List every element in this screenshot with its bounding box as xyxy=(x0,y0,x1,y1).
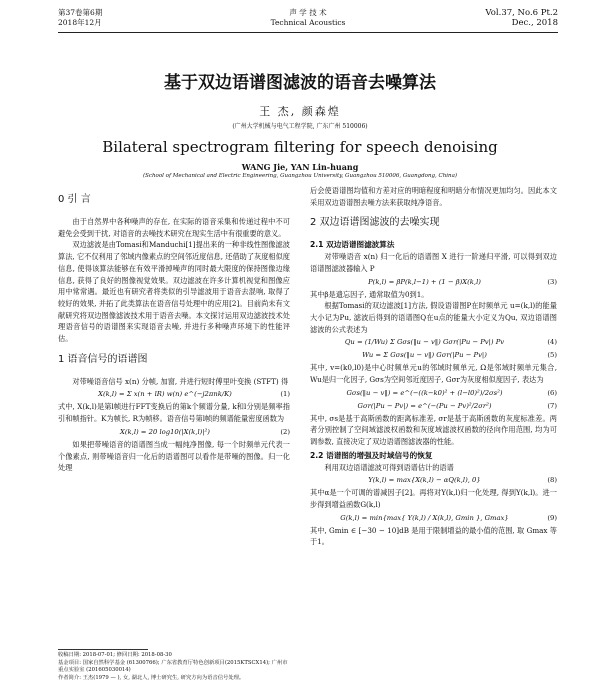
equation-7 xyxy=(310,400,557,412)
header-volume-en: Vol.37, No.6 Pt.2 xyxy=(485,8,558,18)
equation-4-body: Qu = (1/Wu) Σ Gσs(‖u − v‖) Gσr(|Pu − Pv|) Pv xyxy=(344,338,505,347)
section-2-1-paragraph-1: 对带噪语音 x(n) 归一化后的语谱图 X 进行一阶递归平滑, 可以得到双边语谱图滤波器输入 P xyxy=(310,252,557,273)
section-2-2-paragraph-3: 其中, Gmin ∈ [−30 − 10]dB 是用于限制增益的最小值的范围, 取 Gmax 等于1。 xyxy=(310,525,557,547)
left-column xyxy=(58,185,290,474)
section-0-heading: 0 引 言 xyxy=(58,194,91,205)
section-2-1-paragraph-4: 其中, v=(k0,l0)是中心时频单元u的邻域时频单元, Ω是邻域时频单元集合, Wu是归一化因子, Gσs为空间邻近度因子, Gσr为灰度相似度因子, 表达为 xyxy=(310,363,557,385)
section-2-1-paragraph-2: 其中β是遗忘因子, 通常取值为0到1。 xyxy=(310,289,429,299)
affiliation-cn: (广州大学机械与电气工程学院, 广东广州 510006) xyxy=(232,123,368,130)
right-column xyxy=(310,185,557,548)
section-2-heading: 2 双边语谱图滤波的去噪实现 xyxy=(310,217,440,229)
section-1-paragraph-2: 式中, X(k,l)是第l帧进行FFT变换后的第k个频谱分量, k和l分别是频率指引和帧指针。K为帧长, R为帧移。语音信号第l帧的频谱能量密度函数为 xyxy=(58,402,290,424)
equation-5-number: (5) xyxy=(547,351,557,360)
equation-8-number: (8) xyxy=(547,476,557,485)
authors-en: WANG Jie, YAN Lin-huang xyxy=(241,162,359,172)
affiliation-en: (School of Mechanical and Electric Engineering, Guangzhou University, Guangzhou 510006, Guangdong, China) xyxy=(142,173,458,179)
footnote-received: 收稿日期: 2018-07-01; 修回日期: 2018-08-30 xyxy=(58,652,172,658)
header-center xyxy=(58,8,558,28)
header-rule xyxy=(58,32,558,33)
section-2-1-heading: 2.1 双边语谱图滤波算法 xyxy=(310,240,395,250)
equation-5-body: Wu = Σ Gσs(‖u − v‖) Gσr(|Pu − Pv|) xyxy=(362,351,487,360)
equation-9-body: G(k,l) = min{max{ Y(k,l) / X(k,l), Gmin }, Gmax} xyxy=(340,513,509,522)
header-volume: 第37卷第6期 xyxy=(58,8,103,17)
header-date: 2018年12月 xyxy=(58,18,102,27)
equation-1-body: X(k,l) = Σ x(n + lR) w(n) e^(−j2πnk/K) xyxy=(98,390,232,399)
section-2-1-paragraph-3: 根据Tomasi的双边滤波[1]方法, 假设语谱图P在时频单元 u=(k,l)的能量大小记为Pu, 滤波后得到的语谱图Q在u点的能量大小定义为Qu, 双边语谱图滤波的公式表述为 xyxy=(310,301,557,334)
equation-8-body: Y(k,l) = max{X(k,l) − αQ(k,l), 0} xyxy=(368,476,481,485)
equation-3-number: (3) xyxy=(547,277,557,286)
header-date-en: Dec., 2018 xyxy=(511,18,558,28)
equation-6-number: (6) xyxy=(547,388,557,397)
footnote-author-bio: 作者简介: 王杰(1979 — ), 女, 湖北人, 博士研究生, 研究方向为语音信号处理。 xyxy=(58,674,245,681)
running-header xyxy=(58,8,558,34)
equation-1-number: (1) xyxy=(280,390,290,399)
footnote-funding: 基金项目: 国家自然科学基金 (61300766); 广东省教育厅特色创新项目(2015KTSCX14); 广州市重点实验室 (201605030014) xyxy=(58,659,288,674)
footnote-rule xyxy=(58,649,148,650)
equation-7-body: Gσr(|Pu − Pv|) = e^(−(Pu − Pv)²/2σr²) xyxy=(357,401,492,410)
intro-paragraph-2: 双边滤波是由Tomasi和Manduchi[1]提出来的一种非线性图像滤波算法, 它不仅利用了邻域内像素点的空间邻近度信息, 还借助了灰度相似度信息, 使得该算法能够在有效平滑掉噪声的同时最大限度的保持图像边缘信息, 获得了良好的图像视觉效果。双边滤波在许多计算机视觉和图像应用中常常遇。最近也有研究者将类似的引导滤波用于语音去混响, 取得了较好的效果, 并拓了此类算法在语音信号处理中的应用[2]。目前尚未有文献研究将双边图像滤波技术用于语音去噪。本文探讨运用双边滤波技术处理语音信号的语谱图来实现语音去噪, 并进行多种噪声环境下的性能评估。 xyxy=(58,240,290,344)
section-2-2-paragraph-2: 其中α是一个可调的谱减因子[2]。再将对Y(k,l)归一化处理, 得到Y(k,l)。进一步得到增益函数G(k,l) xyxy=(310,488,557,509)
section-2-2-heading: 2.2 语谱图的增强及时域信号的恢复 xyxy=(310,450,433,460)
paper-title-en: Bilateral spectrogram filtering for speech denoising xyxy=(102,138,498,156)
equation-8 xyxy=(310,474,557,486)
intro-paragraph-1: 由于自然界中各种噪声的存在, 在实际的语音采集和传递过程中不可避免会受到干扰, 对语音的去噪技术研究在现实生活中有很重要的意义。 xyxy=(58,217,290,238)
equation-3-body: P(k,l) = βP(k,l−1) + (1 − β)X(k,l) xyxy=(368,277,481,286)
equation-1 xyxy=(58,388,290,400)
equation-9 xyxy=(310,512,557,524)
header-right xyxy=(485,8,558,28)
equation-4 xyxy=(310,336,557,348)
section-1-paragraph-3: 如果把带噪语音的语谱图当成一幅纯净图像, 每一个时频单元代表一个像素点, 则带噪语音归一化后的语谱图可以看作是带噪的图像。归一化处理 xyxy=(58,439,290,473)
header-journal-cn: 声 学 技 术 xyxy=(289,8,327,17)
equation-6-body: Gσs(‖u − v‖) = e^(−((k−k0)² + (l−l0)²)/2σs²) xyxy=(346,388,503,397)
equation-9-number: (9) xyxy=(547,513,557,522)
paper-title-cn: 基于双边语谱图滤波的语音去噪算法 xyxy=(164,73,436,93)
section-2-1-paragraph-5: 其中, σs是基于高斯函数的距离标准差, σr是基于高斯函数的灰度标准差。两者分别控制了空间域滤波权函数和灰度域滤波权函数的径向作用范围, 均为可调参数, 直接决定了双边语谱图滤波器的性能。 xyxy=(310,413,557,447)
section-2-2-paragraph-1: 利用双边语谱滤波可得到语谱估计的语谱 xyxy=(324,462,454,472)
equation-2 xyxy=(58,426,290,438)
equation-5 xyxy=(310,349,557,361)
equation-6 xyxy=(310,387,557,399)
equation-2-body: X(k,l) = 20 log10(|X(k,l)|²) xyxy=(120,427,210,436)
equation-7-number: (7) xyxy=(547,401,557,410)
equation-3 xyxy=(310,276,557,288)
equation-4-number: (4) xyxy=(547,338,557,347)
header-journal-en: Technical Acoustics xyxy=(270,18,346,27)
section-1-heading: 1 语音信号的语谱图 xyxy=(58,353,148,365)
section-1-paragraph-1: 对带噪语音信号 x(n) 分帧, 加窗, 并进行短时傅里叶变换 (STFT) 得 xyxy=(72,376,289,386)
footnote xyxy=(58,652,290,682)
authors-cn: 王 杰, 颜森煌 xyxy=(259,105,341,118)
equation-2-number: (2) xyxy=(280,427,290,436)
continued-paragraph: 后会使语谱图均值和方差对应的明暗程度和明暗分布情况更加均匀。因此本文采用双边语谱图去噪方法来获取纯净语音。 xyxy=(310,186,557,207)
